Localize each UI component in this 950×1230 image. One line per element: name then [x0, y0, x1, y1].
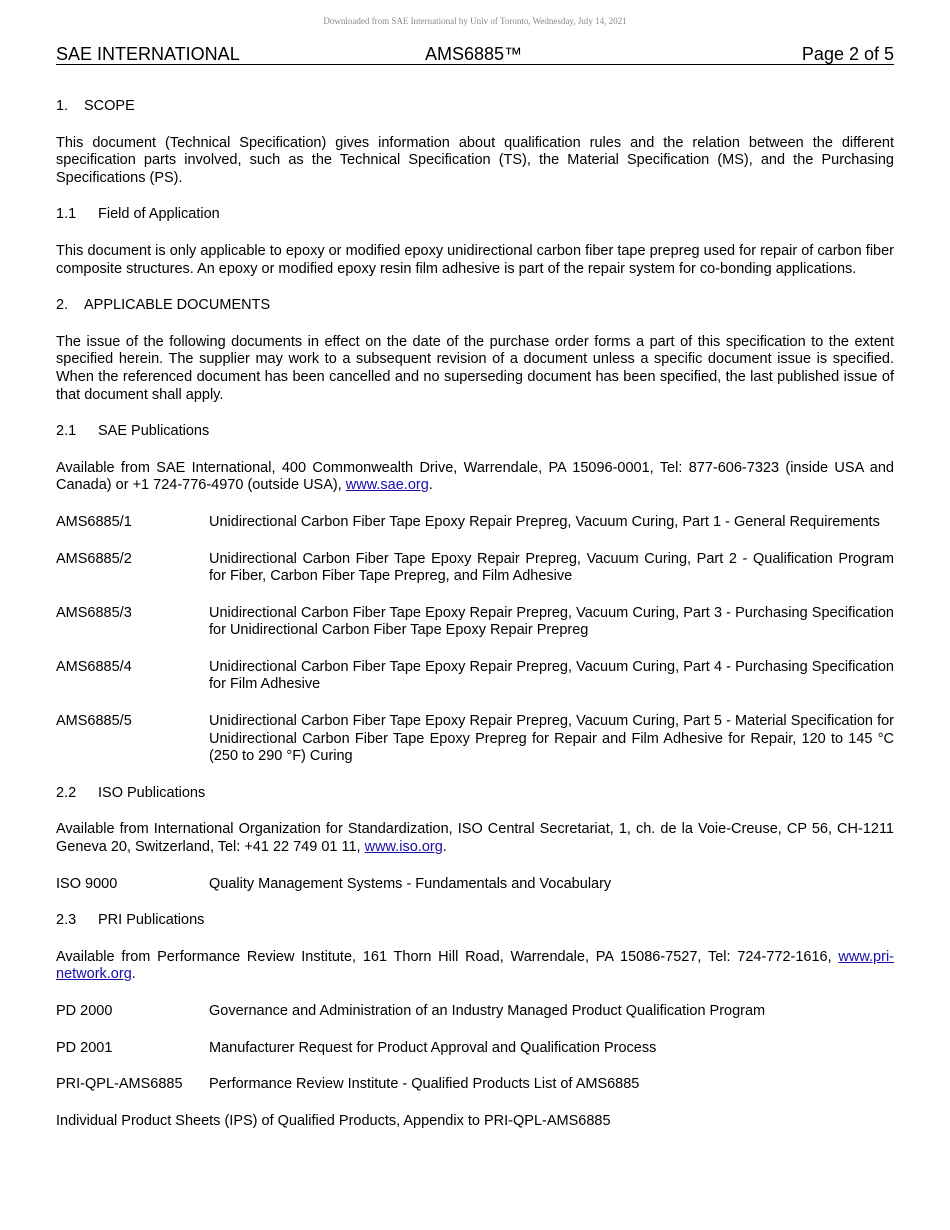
reference-description: Unidirectional Carbon Fiber Tape Epoxy Repair Prepreg, Vacuum Curing, Part 2 - Qualification Program for Fiber, Carbon Fiber Tape Prepreg, and Film Adhesive	[209, 550, 894, 585]
section-title: APPLICABLE DOCUMENTS	[84, 297, 271, 314]
section-2-2-heading	[56, 785, 894, 803]
reference-description: Governance and Administration of an Industry Managed Product Qualification Program	[209, 1003, 766, 1019]
section-2-heading	[56, 297, 894, 315]
reference-code: AMS6885/3	[56, 604, 132, 621]
page-header	[56, 44, 894, 65]
ips-text: Individual Product Sheets (IPS) of Qualified Products, Appendix to PRI-QPL-AMS6885	[56, 1112, 611, 1129]
reference-row	[56, 713, 894, 766]
section-number: 2.	[56, 297, 69, 314]
reference-description: Unidirectional Carbon Fiber Tape Epoxy Repair Prepreg, Vacuum Curing, Part 4 - Purchasing Specification for Film Adhesive	[209, 658, 894, 693]
header-org: SAE INTERNATIONAL	[56, 44, 240, 64]
sae-website-link[interactable]: www.sae.org	[345, 477, 429, 494]
reference-row	[56, 876, 894, 894]
reference-description: Performance Review Institute - Qualified Products List of AMS6885	[209, 1076, 640, 1093]
section-2-text: The issue of the following documents in effect on the date of the purchase order forms a part of this specification to the extent specified herein. The supplier may work to a subsequent revision of a document unless a specific document issue is specified. When the referenced document has been cancelled and no superseding document has been specified, the last published issue of that document shall apply.	[56, 333, 894, 403]
reference-code: AMS6885/1	[56, 513, 132, 530]
section-title: SCOPE	[84, 98, 135, 114]
section-number: 1.1	[56, 206, 77, 223]
reference-row	[56, 1003, 894, 1021]
header-doc-number: AMS6885™	[425, 44, 523, 64]
reference-code: PD 2000	[56, 1003, 113, 1019]
reference-row	[56, 659, 894, 694]
reference-code: PRI-QPL-AMS6885	[56, 1076, 183, 1093]
section-1-1-heading	[56, 206, 894, 224]
reference-row	[56, 605, 894, 640]
section-2-1-heading	[56, 423, 894, 441]
reference-row	[56, 1040, 894, 1058]
reference-row	[56, 1076, 894, 1094]
section-number: 2.2	[56, 784, 77, 801]
section-1-text: This document (Technical Specification) gives information about qualification rules and the relation between the different specification parts involved, such as the Technical Specification (TS), the Material Specification (MS), and the Purchasing Specifications (PS).	[56, 134, 894, 186]
period: .	[442, 839, 447, 856]
iso-website-link[interactable]: www.iso.org	[364, 839, 443, 856]
availability-text: Available from SAE International, 400 Commonwealth Drive, Warrendale, PA 15096-0001, Tel: 877-606-7323 (inside USA and Canada) or +1 724-776-4970 (outside USA),	[56, 459, 894, 494]
availability-text: Available from Performance Review Institute, 161 Thorn Hill Road, Warrendale, PA 15086-7527, Tel: 724-772-1616,	[56, 948, 839, 965]
reference-code: AMS6885/4	[56, 658, 132, 675]
reference-code: ISO 9000	[56, 875, 118, 892]
section-1-1-text: This document is only applicable to epoxy or modified epoxy unidirectional carbon fiber tape prepreg used for repair of carbon fiber composite structures. An epoxy or modified epoxy resin film adhesive is part of the repair system for co-bonding applications.	[56, 242, 894, 277]
section-number: 2.3	[56, 912, 77, 929]
reference-description: Unidirectional Carbon Fiber Tape Epoxy Repair Prepreg, Vacuum Curing, Part 5 - Material Specification for Unidirectional Carbon Fiber Tape Epoxy Prepreg for Repair and Film Adhesive for Repair, 120 to 145 °C (250 to 290 °F) Curing	[209, 713, 894, 765]
availability-text: Available from International Organization for Standardization, ISO Central Secretariat, 1, ch. de la Voie-Creuse, CP 56, CH-1211 Geneva 20, Switzerland, Tel: +41 22 749 01 11,	[56, 821, 894, 856]
reference-description: Unidirectional Carbon Fiber Tape Epoxy Repair Prepreg, Vacuum Curing, Part 1 - General Requirements	[209, 513, 880, 530]
section-number: 1.	[56, 98, 69, 114]
header-page-number: Page 2 of 5	[801, 44, 894, 64]
section-title: Field of Application	[98, 206, 220, 223]
section-title: ISO Publications	[98, 784, 206, 801]
reference-code: AMS6885/5	[56, 713, 132, 730]
section-title: SAE Publications	[98, 423, 210, 440]
section-1-heading	[56, 98, 894, 116]
reference-description: Manufacturer Request for Product Approval and Qualification Process	[209, 1039, 657, 1056]
reference-description: Unidirectional Carbon Fiber Tape Epoxy Repair Prepreg, Vacuum Curing, Part 3 - Purchasing Specification for Unidirectional Carbon Fiber Tape Epoxy Repair Prepreg	[209, 604, 894, 639]
period: .	[428, 477, 433, 494]
iso-availability	[56, 821, 894, 856]
reference-row	[56, 551, 894, 586]
document-body	[56, 98, 894, 1149]
reference-description: Quality Management Systems - Fundamentals and Vocabulary	[209, 875, 612, 892]
section-2-3-heading	[56, 912, 894, 930]
pri-availability	[56, 949, 894, 984]
download-watermark: Downloaded from SAE International by Univ of Toronto, Wednesday, July 14, 2021	[323, 16, 627, 26]
section-title: PRI Publications	[98, 912, 205, 929]
reference-row	[56, 514, 894, 532]
reference-code: AMS6885/2	[56, 550, 132, 567]
pri-website-link[interactable]: www.pri-network.org	[56, 948, 894, 983]
reference-code: PD 2001	[56, 1039, 113, 1056]
sae-availability	[56, 460, 894, 495]
period: .	[131, 966, 136, 983]
section-number: 2.1	[56, 423, 77, 440]
